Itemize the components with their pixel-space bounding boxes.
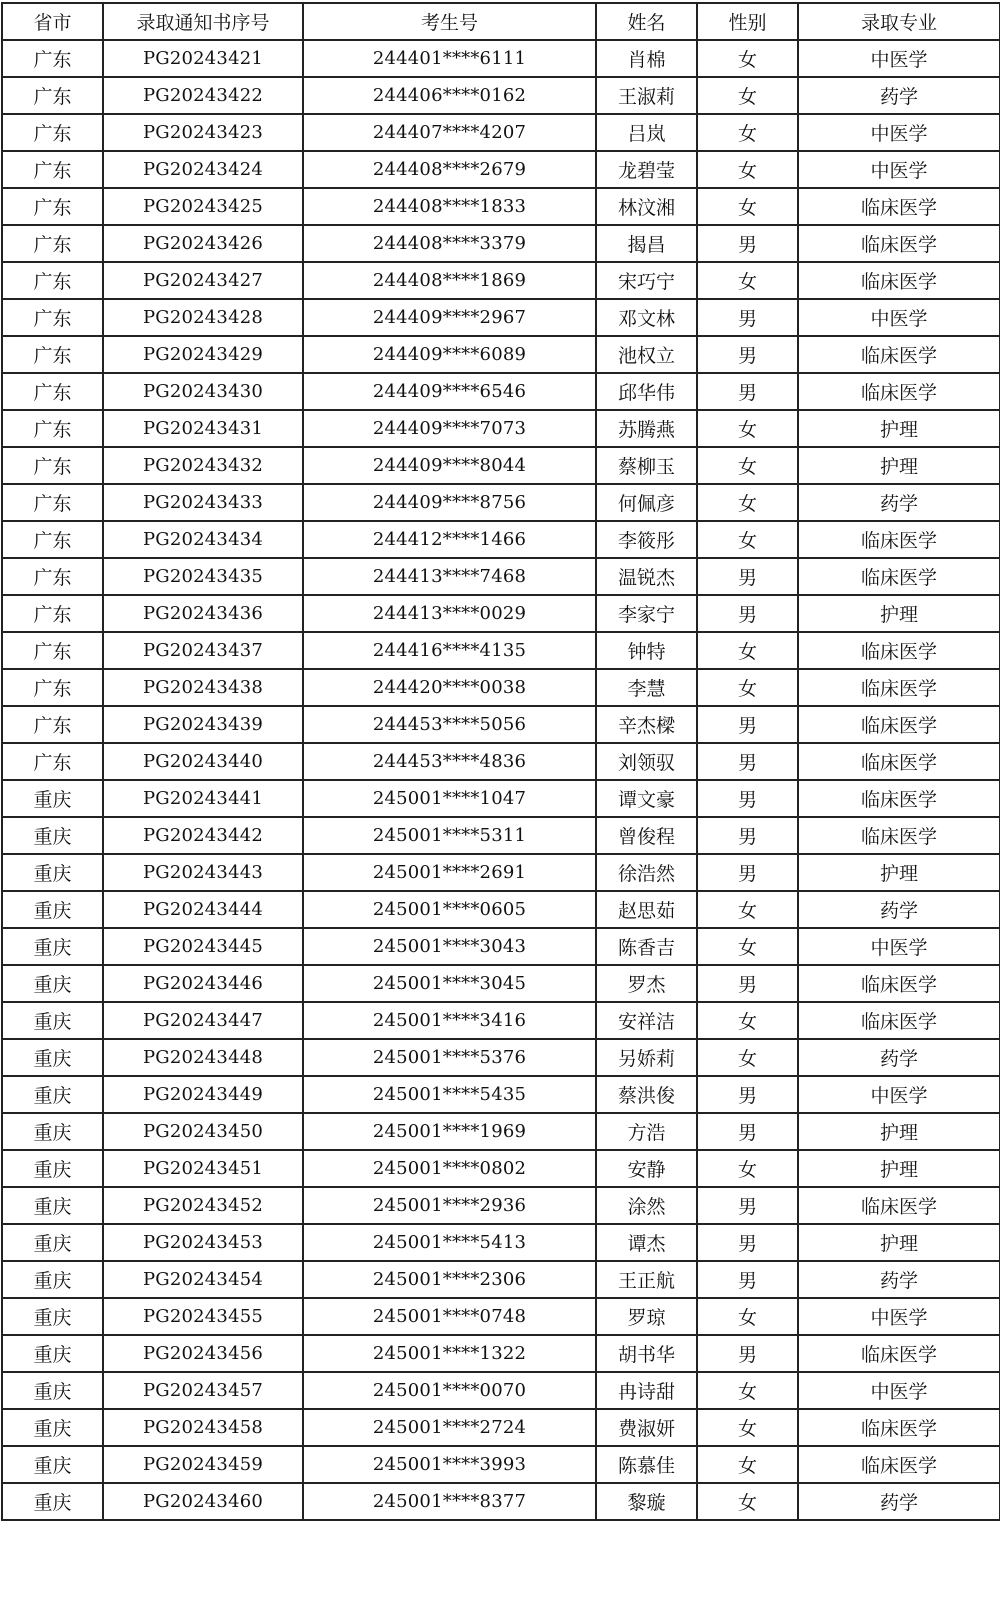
cell-gender: 男: [697, 595, 798, 632]
table-row: [2, 706, 1000, 743]
cell-gender: 女: [697, 151, 798, 188]
cell-candidate-number: 245001****5311: [303, 817, 596, 854]
table-row: [2, 1372, 1000, 1409]
cell-candidate-number: 244416****4135: [303, 632, 596, 669]
table-row: [2, 410, 1000, 447]
cell-major: 临床医学: [798, 558, 1000, 595]
cell-candidate-number: 245001****2691: [303, 854, 596, 891]
cell-notice-number: PG20243426: [103, 225, 303, 262]
cell-notice-number: PG20243433: [103, 484, 303, 521]
cell-province: 重庆: [2, 854, 103, 891]
cell-name: 钟特: [596, 632, 697, 669]
cell-major: 临床医学: [798, 1002, 1000, 1039]
cell-province: 广东: [2, 484, 103, 521]
table-row: [2, 1113, 1000, 1150]
cell-candidate-number: 244409****6546: [303, 373, 596, 410]
cell-major: 护理: [798, 447, 1000, 484]
header-notice-number: 录取通知书序号: [103, 3, 303, 40]
cell-name: 辛杰樑: [596, 706, 697, 743]
cell-major: 临床医学: [798, 1335, 1000, 1372]
table-row: [2, 891, 1000, 928]
table-row: [2, 780, 1000, 817]
cell-name: 苏腾燕: [596, 410, 697, 447]
cell-major: 临床医学: [798, 817, 1000, 854]
cell-candidate-number: 244407****4207: [303, 114, 596, 151]
cell-gender: 男: [697, 558, 798, 595]
cell-candidate-number: 244409****8756: [303, 484, 596, 521]
table-row: [2, 669, 1000, 706]
cell-major: 临床医学: [798, 706, 1000, 743]
cell-candidate-number: 245001****1047: [303, 780, 596, 817]
cell-candidate-number: 244413****7468: [303, 558, 596, 595]
table-row: [2, 225, 1000, 262]
cell-province: 重庆: [2, 1261, 103, 1298]
cell-notice-number: PG20243422: [103, 77, 303, 114]
cell-province: 重庆: [2, 780, 103, 817]
cell-notice-number: PG20243456: [103, 1335, 303, 1372]
cell-province: 重庆: [2, 1076, 103, 1113]
cell-candidate-number: 244409****8044: [303, 447, 596, 484]
cell-major: 临床医学: [798, 521, 1000, 558]
cell-gender: 女: [697, 40, 798, 77]
cell-candidate-number: 244408****2679: [303, 151, 596, 188]
cell-gender: 男: [697, 854, 798, 891]
cell-candidate-number: 244409****6089: [303, 336, 596, 373]
table-row: [2, 558, 1000, 595]
cell-candidate-number: 245001****0605: [303, 891, 596, 928]
cell-gender: 女: [697, 1372, 798, 1409]
table-row: [2, 262, 1000, 299]
table-row: [2, 447, 1000, 484]
cell-name: 安静: [596, 1150, 697, 1187]
cell-province: 广东: [2, 521, 103, 558]
cell-gender: 男: [697, 1224, 798, 1261]
cell-gender: 男: [697, 743, 798, 780]
cell-major: 临床医学: [798, 336, 1000, 373]
table-row: [2, 1039, 1000, 1076]
cell-gender: 男: [697, 336, 798, 373]
cell-name: 刘领驭: [596, 743, 697, 780]
header-gender: 性别: [697, 3, 798, 40]
cell-name: 林汶湘: [596, 188, 697, 225]
cell-major: 临床医学: [798, 965, 1000, 1002]
table-row: [2, 595, 1000, 632]
cell-gender: 女: [697, 1002, 798, 1039]
cell-name: 徐浩然: [596, 854, 697, 891]
cell-major: 临床医学: [798, 669, 1000, 706]
cell-candidate-number: 244408****1833: [303, 188, 596, 225]
table-row: [2, 817, 1000, 854]
cell-gender: 男: [697, 1335, 798, 1372]
cell-name: 王正航: [596, 1261, 697, 1298]
cell-province: 广东: [2, 299, 103, 336]
cell-notice-number: PG20243428: [103, 299, 303, 336]
cell-notice-number: PG20243460: [103, 1483, 303, 1520]
cell-name: 蔡柳玉: [596, 447, 697, 484]
cell-name: 邓文林: [596, 299, 697, 336]
cell-name: 涂然: [596, 1187, 697, 1224]
cell-province: 广东: [2, 706, 103, 743]
table-row: [2, 632, 1000, 669]
cell-notice-number: PG20243429: [103, 336, 303, 373]
cell-notice-number: PG20243449: [103, 1076, 303, 1113]
cell-candidate-number: 244453****5056: [303, 706, 596, 743]
cell-province: 重庆: [2, 1372, 103, 1409]
cell-candidate-number: 244412****1466: [303, 521, 596, 558]
cell-gender: 男: [697, 817, 798, 854]
table-row: [2, 743, 1000, 780]
cell-major: 临床医学: [798, 1187, 1000, 1224]
cell-province: 重庆: [2, 1039, 103, 1076]
cell-name: 谭杰: [596, 1224, 697, 1261]
cell-name: 冉诗甜: [596, 1372, 697, 1409]
cell-notice-number: PG20243443: [103, 854, 303, 891]
cell-notice-number: PG20243440: [103, 743, 303, 780]
cell-gender: 女: [697, 262, 798, 299]
admission-table: [1, 2, 1000, 1521]
cell-gender: 男: [697, 1187, 798, 1224]
cell-province: 重庆: [2, 1150, 103, 1187]
cell-candidate-number: 245001****5376: [303, 1039, 596, 1076]
cell-name: 蔡洪俊: [596, 1076, 697, 1113]
cell-candidate-number: 245001****5413: [303, 1224, 596, 1261]
cell-province: 广东: [2, 669, 103, 706]
cell-major: 中医学: [798, 928, 1000, 965]
cell-province: 重庆: [2, 1113, 103, 1150]
cell-gender: 女: [697, 1150, 798, 1187]
cell-gender: 女: [697, 928, 798, 965]
table-row: [2, 77, 1000, 114]
table-row: [2, 299, 1000, 336]
cell-notice-number: PG20243437: [103, 632, 303, 669]
cell-gender: 女: [697, 484, 798, 521]
cell-notice-number: PG20243457: [103, 1372, 303, 1409]
cell-name: 温锐杰: [596, 558, 697, 595]
cell-province: 重庆: [2, 1335, 103, 1372]
table-row: [2, 1298, 1000, 1335]
cell-notice-number: PG20243435: [103, 558, 303, 595]
cell-major: 中医学: [798, 1076, 1000, 1113]
cell-candidate-number: 244420****0038: [303, 669, 596, 706]
cell-province: 重庆: [2, 1409, 103, 1446]
cell-province: 广东: [2, 225, 103, 262]
cell-name: 方浩: [596, 1113, 697, 1150]
cell-province: 重庆: [2, 891, 103, 928]
header-major: 录取专业: [798, 3, 1000, 40]
cell-major: 中医学: [798, 114, 1000, 151]
cell-notice-number: PG20243432: [103, 447, 303, 484]
cell-name: 揭昌: [596, 225, 697, 262]
cell-name: 胡书华: [596, 1335, 697, 1372]
cell-name: 曾俊程: [596, 817, 697, 854]
cell-gender: 男: [697, 1076, 798, 1113]
cell-notice-number: PG20243444: [103, 891, 303, 928]
table-row: [2, 336, 1000, 373]
table-row: [2, 114, 1000, 151]
cell-gender: 男: [697, 965, 798, 1002]
cell-notice-number: PG20243424: [103, 151, 303, 188]
table-row: [2, 854, 1000, 891]
cell-candidate-number: 245001****2936: [303, 1187, 596, 1224]
table-row: [2, 373, 1000, 410]
cell-major: 护理: [798, 595, 1000, 632]
cell-gender: 女: [697, 410, 798, 447]
cell-major: 临床医学: [798, 225, 1000, 262]
cell-province: 广东: [2, 114, 103, 151]
table-row: [2, 1409, 1000, 1446]
cell-name: 何佩彦: [596, 484, 697, 521]
cell-candidate-number: 245001****1322: [303, 1335, 596, 1372]
cell-province: 广东: [2, 336, 103, 373]
table-body: [2, 40, 1000, 1520]
cell-gender: 女: [697, 1039, 798, 1076]
cell-candidate-number: 245001****3045: [303, 965, 596, 1002]
cell-province: 广东: [2, 40, 103, 77]
cell-candidate-number: 245001****3416: [303, 1002, 596, 1039]
cell-notice-number: PG20243455: [103, 1298, 303, 1335]
cell-province: 重庆: [2, 1224, 103, 1261]
table-row: [2, 1187, 1000, 1224]
cell-candidate-number: 244409****7073: [303, 410, 596, 447]
table-row: [2, 1483, 1000, 1520]
cell-major: 临床医学: [798, 188, 1000, 225]
cell-major: 药学: [798, 1039, 1000, 1076]
cell-major: 护理: [798, 410, 1000, 447]
cell-notice-number: PG20243436: [103, 595, 303, 632]
cell-gender: 女: [697, 1409, 798, 1446]
cell-province: 重庆: [2, 1002, 103, 1039]
cell-province: 重庆: [2, 817, 103, 854]
cell-notice-number: PG20243423: [103, 114, 303, 151]
cell-major: 临床医学: [798, 780, 1000, 817]
cell-province: 广东: [2, 743, 103, 780]
cell-major: 药学: [798, 1483, 1000, 1520]
cell-name: 李慧: [596, 669, 697, 706]
cell-candidate-number: 244408****1869: [303, 262, 596, 299]
cell-candidate-number: 245001****3043: [303, 928, 596, 965]
cell-candidate-number: 245001****1969: [303, 1113, 596, 1150]
cell-notice-number: PG20243448: [103, 1039, 303, 1076]
table-row: [2, 521, 1000, 558]
cell-gender: 女: [697, 1446, 798, 1483]
cell-notice-number: PG20243430: [103, 373, 303, 410]
cell-notice-number: PG20243439: [103, 706, 303, 743]
table-row: [2, 1261, 1000, 1298]
cell-gender: 女: [697, 1298, 798, 1335]
cell-gender: 男: [697, 373, 798, 410]
table-row: [2, 928, 1000, 965]
cell-name: 王淑莉: [596, 77, 697, 114]
cell-province: 重庆: [2, 1483, 103, 1520]
table-row: [2, 1150, 1000, 1187]
cell-name: 宋巧宁: [596, 262, 697, 299]
cell-major: 临床医学: [798, 632, 1000, 669]
cell-name: 黎璇: [596, 1483, 697, 1520]
cell-province: 重庆: [2, 1187, 103, 1224]
cell-province: 广东: [2, 410, 103, 447]
cell-name: 陈香吉: [596, 928, 697, 965]
cell-major: 药学: [798, 77, 1000, 114]
table-row: [2, 40, 1000, 77]
cell-province: 广东: [2, 632, 103, 669]
cell-notice-number: PG20243434: [103, 521, 303, 558]
cell-gender: 女: [697, 447, 798, 484]
table-row: [2, 484, 1000, 521]
cell-name: 肖棉: [596, 40, 697, 77]
cell-notice-number: PG20243441: [103, 780, 303, 817]
cell-major: 中医学: [798, 1372, 1000, 1409]
cell-notice-number: PG20243431: [103, 410, 303, 447]
cell-gender: 女: [697, 891, 798, 928]
cell-name: 安祥洁: [596, 1002, 697, 1039]
cell-name: 李筱彤: [596, 521, 697, 558]
cell-name: 费淑妍: [596, 1409, 697, 1446]
cell-province: 广东: [2, 188, 103, 225]
cell-name: 罗琼: [596, 1298, 697, 1335]
table-header-row: [2, 3, 1000, 40]
table-row: [2, 1076, 1000, 1113]
table-row: [2, 1335, 1000, 1372]
cell-candidate-number: 244453****4836: [303, 743, 596, 780]
table-row: [2, 1224, 1000, 1261]
cell-notice-number: PG20243445: [103, 928, 303, 965]
cell-name: 邱华伟: [596, 373, 697, 410]
cell-gender: 女: [697, 521, 798, 558]
cell-notice-number: PG20243458: [103, 1409, 303, 1446]
cell-candidate-number: 245001****0070: [303, 1372, 596, 1409]
cell-major: 中医学: [798, 299, 1000, 336]
cell-notice-number: PG20243447: [103, 1002, 303, 1039]
cell-major: 中医学: [798, 40, 1000, 77]
cell-notice-number: PG20243421: [103, 40, 303, 77]
cell-gender: 女: [697, 114, 798, 151]
cell-candidate-number: 244406****0162: [303, 77, 596, 114]
cell-name: 陈慕佳: [596, 1446, 697, 1483]
cell-candidate-number: 244413****0029: [303, 595, 596, 632]
cell-major: 护理: [798, 1113, 1000, 1150]
cell-province: 重庆: [2, 928, 103, 965]
cell-notice-number: PG20243451: [103, 1150, 303, 1187]
header-province: 省市: [2, 3, 103, 40]
cell-province: 广东: [2, 558, 103, 595]
cell-gender: 男: [697, 1113, 798, 1150]
cell-gender: 女: [697, 77, 798, 114]
cell-gender: 女: [697, 632, 798, 669]
cell-province: 广东: [2, 151, 103, 188]
cell-major: 药学: [798, 1261, 1000, 1298]
cell-province: 重庆: [2, 1298, 103, 1335]
cell-province: 广东: [2, 595, 103, 632]
cell-notice-number: PG20243427: [103, 262, 303, 299]
cell-major: 临床医学: [798, 373, 1000, 410]
cell-candidate-number: 245001****5435: [303, 1076, 596, 1113]
table-row: [2, 1002, 1000, 1039]
cell-gender: 男: [697, 780, 798, 817]
cell-notice-number: PG20243454: [103, 1261, 303, 1298]
cell-notice-number: PG20243425: [103, 188, 303, 225]
cell-notice-number: PG20243459: [103, 1446, 303, 1483]
cell-candidate-number: 245001****0748: [303, 1298, 596, 1335]
cell-name: 谭文豪: [596, 780, 697, 817]
header-name: 姓名: [596, 3, 697, 40]
cell-candidate-number: 245001****2724: [303, 1409, 596, 1446]
cell-candidate-number: 245001****0802: [303, 1150, 596, 1187]
cell-notice-number: PG20243446: [103, 965, 303, 1002]
cell-gender: 女: [697, 1483, 798, 1520]
cell-name: 另娇莉: [596, 1039, 697, 1076]
table-row: [2, 1446, 1000, 1483]
cell-major: 护理: [798, 854, 1000, 891]
cell-notice-number: PG20243452: [103, 1187, 303, 1224]
cell-candidate-number: 244401****6111: [303, 40, 596, 77]
cell-candidate-number: 244408****3379: [303, 225, 596, 262]
cell-province: 广东: [2, 262, 103, 299]
cell-gender: 男: [697, 225, 798, 262]
cell-province: 广东: [2, 77, 103, 114]
cell-notice-number: PG20243442: [103, 817, 303, 854]
cell-candidate-number: 245001****2306: [303, 1261, 596, 1298]
cell-major: 临床医学: [798, 743, 1000, 780]
cell-name: 赵思茹: [596, 891, 697, 928]
cell-major: 中医学: [798, 151, 1000, 188]
cell-major: 护理: [798, 1224, 1000, 1261]
cell-name: 罗杰: [596, 965, 697, 1002]
cell-candidate-number: 245001****8377: [303, 1483, 596, 1520]
header-candidate-number: 考生号: [303, 3, 596, 40]
cell-province: 广东: [2, 447, 103, 484]
cell-major: 中医学: [798, 1298, 1000, 1335]
table-row: [2, 151, 1000, 188]
cell-major: 护理: [798, 1150, 1000, 1187]
cell-name: 龙碧莹: [596, 151, 697, 188]
cell-major: 临床医学: [798, 1446, 1000, 1483]
cell-province: 广东: [2, 373, 103, 410]
table-row: [2, 965, 1000, 1002]
cell-gender: 女: [697, 669, 798, 706]
cell-province: 重庆: [2, 1446, 103, 1483]
cell-gender: 男: [697, 706, 798, 743]
cell-major: 临床医学: [798, 1409, 1000, 1446]
cell-gender: 女: [697, 188, 798, 225]
cell-name: 池权立: [596, 336, 697, 373]
cell-major: 药学: [798, 891, 1000, 928]
cell-name: 吕岚: [596, 114, 697, 151]
cell-major: 药学: [798, 484, 1000, 521]
cell-notice-number: PG20243453: [103, 1224, 303, 1261]
cell-gender: 男: [697, 1261, 798, 1298]
cell-candidate-number: 244409****2967: [303, 299, 596, 336]
cell-name: 李家宁: [596, 595, 697, 632]
cell-notice-number: PG20243450: [103, 1113, 303, 1150]
cell-gender: 男: [697, 299, 798, 336]
table-row: [2, 188, 1000, 225]
cell-candidate-number: 245001****3993: [303, 1446, 596, 1483]
cell-major: 临床医学: [798, 262, 1000, 299]
cell-notice-number: PG20243438: [103, 669, 303, 706]
cell-province: 重庆: [2, 965, 103, 1002]
